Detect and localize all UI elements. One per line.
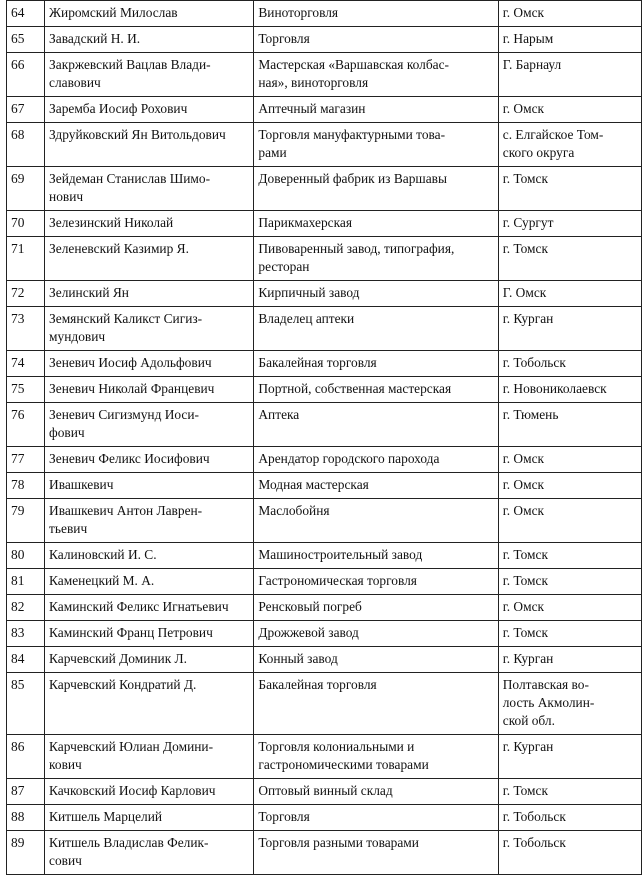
location-line: г. Томск bbox=[502, 573, 548, 588]
table-row bbox=[7, 447, 642, 473]
table-row bbox=[7, 97, 642, 123]
person-name-line: Зеневич Сигизмунд Иоси- bbox=[49, 407, 199, 422]
row-number: 79 bbox=[7, 499, 45, 543]
business-type-line: Торговля мануфактурными това- bbox=[258, 127, 446, 142]
location-cell bbox=[498, 447, 641, 473]
row-number: 64 bbox=[7, 1, 45, 27]
table-row bbox=[7, 805, 642, 831]
location-line: г. Новониколаевск bbox=[502, 381, 607, 396]
location-cell bbox=[498, 53, 641, 97]
person-name-line: Жиромский Милослав bbox=[49, 5, 178, 20]
person-name-line: тьевич bbox=[49, 521, 88, 536]
row-number: 80 bbox=[7, 543, 45, 569]
person-name-cell bbox=[45, 735, 254, 779]
business-type-line: ная», виноторговля bbox=[258, 75, 369, 90]
row-number: 66 bbox=[7, 53, 45, 97]
location-cell bbox=[498, 473, 641, 499]
person-name-cell bbox=[45, 351, 254, 377]
business-type-cell bbox=[254, 647, 498, 673]
business-type-line: ресторан bbox=[258, 259, 310, 274]
table-row bbox=[7, 307, 642, 351]
person-name-cell bbox=[45, 621, 254, 647]
location-line: г. Курган bbox=[502, 651, 554, 666]
business-type-cell bbox=[254, 543, 498, 569]
business-type-cell bbox=[254, 831, 498, 875]
table-body bbox=[7, 1, 642, 875]
business-type-line: рами bbox=[258, 145, 287, 160]
location-cell bbox=[498, 621, 641, 647]
business-type-cell bbox=[254, 97, 498, 123]
business-type-cell bbox=[254, 473, 498, 499]
location-line: ской обл. bbox=[502, 713, 555, 728]
table-row bbox=[7, 499, 642, 543]
person-name-cell bbox=[45, 377, 254, 403]
table-row bbox=[7, 27, 642, 53]
row-number: 65 bbox=[7, 27, 45, 53]
location-line: г. Томск bbox=[502, 241, 548, 256]
business-type-line: Аптечный магазин bbox=[258, 101, 366, 116]
person-name-cell bbox=[45, 569, 254, 595]
location-line: г. Томск bbox=[502, 625, 548, 640]
row-number: 87 bbox=[7, 779, 45, 805]
person-name-line: Заремба Иосиф Рохович bbox=[49, 101, 188, 116]
person-name-line: Зеленевский Казимир Я. bbox=[49, 241, 189, 256]
business-type-cell bbox=[254, 1, 498, 27]
person-name-cell bbox=[45, 27, 254, 53]
table-row bbox=[7, 735, 642, 779]
person-name-line: Зеневич Феликс Иосифович bbox=[49, 451, 210, 466]
row-number: 77 bbox=[7, 447, 45, 473]
location-line: с. Елгайское Том- bbox=[502, 127, 604, 142]
business-type-cell bbox=[254, 307, 498, 351]
table-row bbox=[7, 211, 642, 237]
person-name-cell bbox=[45, 499, 254, 543]
business-type-cell bbox=[254, 499, 498, 543]
row-number: 82 bbox=[7, 595, 45, 621]
location-cell bbox=[498, 377, 641, 403]
person-name-line: Завадский Н. И. bbox=[49, 31, 141, 46]
location-cell bbox=[498, 307, 641, 351]
location-cell bbox=[498, 499, 641, 543]
row-number: 86 bbox=[7, 735, 45, 779]
location-cell bbox=[498, 1, 641, 27]
location-line: г. Омск bbox=[502, 5, 545, 20]
person-name-cell bbox=[45, 543, 254, 569]
business-type-cell bbox=[254, 351, 498, 377]
person-name-line: Зеневич Иосиф Адольфович bbox=[49, 355, 212, 370]
table-row bbox=[7, 831, 642, 875]
row-number: 72 bbox=[7, 281, 45, 307]
person-name-cell bbox=[45, 53, 254, 97]
business-type-line: Пивоваренный завод, типография, bbox=[258, 241, 455, 256]
table-row bbox=[7, 621, 642, 647]
location-line: г. Томск bbox=[502, 783, 548, 798]
location-cell bbox=[498, 403, 641, 447]
row-number: 71 bbox=[7, 237, 45, 281]
business-type-line: Гастрономическая торговля bbox=[258, 573, 417, 588]
business-type-line: Арендатор городского парохода bbox=[258, 451, 440, 466]
person-name-line: Зелезинский Николай bbox=[49, 215, 174, 230]
location-line: г. Курган bbox=[502, 739, 554, 754]
person-name-line: сович bbox=[49, 853, 82, 868]
person-name-cell bbox=[45, 307, 254, 351]
business-type-cell bbox=[254, 53, 498, 97]
row-number: 85 bbox=[7, 673, 45, 735]
location-line: г. Тобольск bbox=[502, 835, 566, 850]
business-type-line: Виноторговля bbox=[258, 5, 339, 20]
person-name-cell bbox=[45, 237, 254, 281]
business-type-line: Доверенный фабрик из Варшавы bbox=[258, 171, 447, 186]
business-type-cell bbox=[254, 237, 498, 281]
person-name-cell bbox=[45, 831, 254, 875]
business-type-line: Машиностроительный завод bbox=[258, 547, 423, 562]
row-number: 68 bbox=[7, 123, 45, 167]
person-name-line: Здруйковский Ян Витольдович bbox=[49, 127, 226, 142]
table-row bbox=[7, 123, 642, 167]
row-number: 83 bbox=[7, 621, 45, 647]
business-type-line: Торговля разными товарами bbox=[258, 835, 419, 850]
location-cell bbox=[498, 237, 641, 281]
business-type-line: Модная мастерская bbox=[258, 477, 369, 492]
location-line: г. Томск bbox=[502, 171, 548, 186]
table-row bbox=[7, 237, 642, 281]
row-number: 88 bbox=[7, 805, 45, 831]
location-line: г. Тюмень bbox=[502, 407, 559, 422]
person-name-line: Калиновский И. С. bbox=[49, 547, 157, 562]
table-row bbox=[7, 543, 642, 569]
table-row bbox=[7, 473, 642, 499]
person-name-line: Закржевский Вацлав Влади- bbox=[49, 57, 211, 72]
location-cell bbox=[498, 673, 641, 735]
business-type-line: Торговля колониальными и bbox=[258, 739, 415, 754]
location-line: Г. Омск bbox=[502, 285, 547, 300]
person-name-line: кович bbox=[49, 757, 82, 772]
business-type-cell bbox=[254, 735, 498, 779]
business-type-cell bbox=[254, 447, 498, 473]
row-number: 70 bbox=[7, 211, 45, 237]
business-type-line: Парикмахерская bbox=[258, 215, 353, 230]
business-type-cell bbox=[254, 403, 498, 447]
person-name-cell bbox=[45, 673, 254, 735]
person-name-line: Каминский Франц Петрович bbox=[49, 625, 213, 640]
location-line: г. Омск bbox=[502, 451, 545, 466]
business-type-cell bbox=[254, 27, 498, 53]
row-number: 89 bbox=[7, 831, 45, 875]
location-line: г. Омск bbox=[502, 503, 545, 518]
person-name-line: Карчевский Кондратий Д. bbox=[49, 677, 197, 692]
table-row bbox=[7, 673, 642, 735]
location-line: г. Курган bbox=[502, 311, 554, 326]
row-number: 76 bbox=[7, 403, 45, 447]
row-number: 74 bbox=[7, 351, 45, 377]
table-row bbox=[7, 403, 642, 447]
business-type-cell bbox=[254, 569, 498, 595]
person-name-cell bbox=[45, 211, 254, 237]
table-row bbox=[7, 595, 642, 621]
person-name-line: фович bbox=[49, 425, 85, 440]
location-line: лость Акмолин- bbox=[502, 695, 595, 710]
person-name-line: славович bbox=[49, 75, 101, 90]
location-cell bbox=[498, 735, 641, 779]
location-cell bbox=[498, 27, 641, 53]
person-name-line: нович bbox=[49, 189, 84, 204]
business-type-cell bbox=[254, 779, 498, 805]
row-number: 84 bbox=[7, 647, 45, 673]
business-type-cell bbox=[254, 377, 498, 403]
row-number: 69 bbox=[7, 167, 45, 211]
location-line: г. Омск bbox=[502, 599, 545, 614]
person-name-cell bbox=[45, 779, 254, 805]
location-cell bbox=[498, 167, 641, 211]
business-type-line: Бакалейная торговля bbox=[258, 677, 377, 692]
location-line: г. Омск bbox=[502, 101, 545, 116]
business-type-line: Портной, собственная мастерская bbox=[258, 381, 452, 396]
table-row bbox=[7, 1, 642, 27]
person-name-line: Земянский Каликст Сигиз- bbox=[49, 311, 203, 326]
location-line: Полтавская во- bbox=[502, 677, 589, 692]
person-name-cell bbox=[45, 805, 254, 831]
row-number: 78 bbox=[7, 473, 45, 499]
location-cell bbox=[498, 97, 641, 123]
row-number: 75 bbox=[7, 377, 45, 403]
location-line: Г. Барнаул bbox=[502, 57, 562, 72]
business-type-line: Торговля bbox=[258, 31, 310, 46]
business-type-cell bbox=[254, 673, 498, 735]
location-cell bbox=[498, 211, 641, 237]
person-name-line: Карчевский Юлиан Домини- bbox=[49, 739, 214, 754]
table-row bbox=[7, 569, 642, 595]
business-type-line: Маслобойня bbox=[258, 503, 330, 518]
business-type-cell bbox=[254, 123, 498, 167]
business-type-line: Аптека bbox=[258, 407, 300, 422]
business-type-line: Ренсковый погреб bbox=[258, 599, 362, 614]
person-name-line: Ивашкевич Антон Лаврен- bbox=[49, 503, 203, 518]
person-name-cell bbox=[45, 1, 254, 27]
row-number: 73 bbox=[7, 307, 45, 351]
location-line: г. Нарым bbox=[502, 31, 554, 46]
location-cell bbox=[498, 281, 641, 307]
business-type-cell bbox=[254, 281, 498, 307]
business-type-line: Кирпичный завод bbox=[258, 285, 360, 300]
row-number: 81 bbox=[7, 569, 45, 595]
business-type-line: Оптовый винный склад bbox=[258, 783, 393, 798]
person-name-line: Зейдеман Станислав Шимо- bbox=[49, 171, 211, 186]
table-row bbox=[7, 377, 642, 403]
location-cell bbox=[498, 123, 641, 167]
location-line: г. Тобольск bbox=[502, 809, 566, 824]
location-line: г. Омск bbox=[502, 477, 545, 492]
person-name-cell bbox=[45, 97, 254, 123]
person-name-cell bbox=[45, 447, 254, 473]
person-name-cell bbox=[45, 473, 254, 499]
location-line: г. Сургут bbox=[502, 215, 554, 230]
business-type-cell bbox=[254, 805, 498, 831]
person-name-line: мундович bbox=[49, 329, 106, 344]
person-name-line: Качковский Иосиф Карлович bbox=[49, 783, 216, 798]
business-type-line: Торговля bbox=[258, 809, 310, 824]
business-type-cell bbox=[254, 211, 498, 237]
table-row bbox=[7, 53, 642, 97]
business-type-line: Владелец аптеки bbox=[258, 311, 355, 326]
table-row bbox=[7, 351, 642, 377]
business-type-cell bbox=[254, 595, 498, 621]
location-cell bbox=[498, 595, 641, 621]
person-name-line: Зеневич Николай Францевич bbox=[49, 381, 215, 396]
location-cell bbox=[498, 647, 641, 673]
location-cell bbox=[498, 831, 641, 875]
business-type-cell bbox=[254, 621, 498, 647]
person-name-cell bbox=[45, 123, 254, 167]
table-row bbox=[7, 779, 642, 805]
location-cell bbox=[498, 351, 641, 377]
person-name-cell bbox=[45, 403, 254, 447]
business-type-line: Мастерская «Варшавская колбас- bbox=[258, 57, 450, 72]
business-type-cell bbox=[254, 167, 498, 211]
person-name-cell bbox=[45, 167, 254, 211]
location-cell bbox=[498, 805, 641, 831]
location-line: ского округа bbox=[502, 145, 575, 160]
location-cell bbox=[498, 569, 641, 595]
location-line: г. Тобольск bbox=[502, 355, 566, 370]
table-row bbox=[7, 647, 642, 673]
person-name-line: Ивашкевич bbox=[49, 477, 114, 492]
location-line: г. Томск bbox=[502, 547, 548, 562]
person-name-line: Китшель Владислав Фелик- bbox=[49, 835, 209, 850]
business-type-line: Дрожжевой завод bbox=[258, 625, 359, 640]
business-type-line: Бакалейная торговля bbox=[258, 355, 377, 370]
person-name-cell bbox=[45, 595, 254, 621]
location-cell bbox=[498, 779, 641, 805]
person-name-cell bbox=[45, 281, 254, 307]
person-name-cell bbox=[45, 647, 254, 673]
person-name-line: Каминский Феликс Игнатьевич bbox=[49, 599, 229, 614]
location-cell bbox=[498, 543, 641, 569]
business-type-line: Конный завод bbox=[258, 651, 338, 666]
table-row bbox=[7, 167, 642, 211]
business-type-line: гастрономическими товарами bbox=[258, 757, 429, 772]
merchants-table bbox=[6, 0, 642, 875]
person-name-line: Китшель Марцелий bbox=[49, 809, 163, 824]
person-name-line: Каменецкий М. А. bbox=[49, 573, 155, 588]
person-name-line: Зелинский Ян bbox=[49, 285, 129, 300]
person-name-line: Карчевский Доминик Л. bbox=[49, 651, 187, 666]
table-row bbox=[7, 281, 642, 307]
row-number: 67 bbox=[7, 97, 45, 123]
